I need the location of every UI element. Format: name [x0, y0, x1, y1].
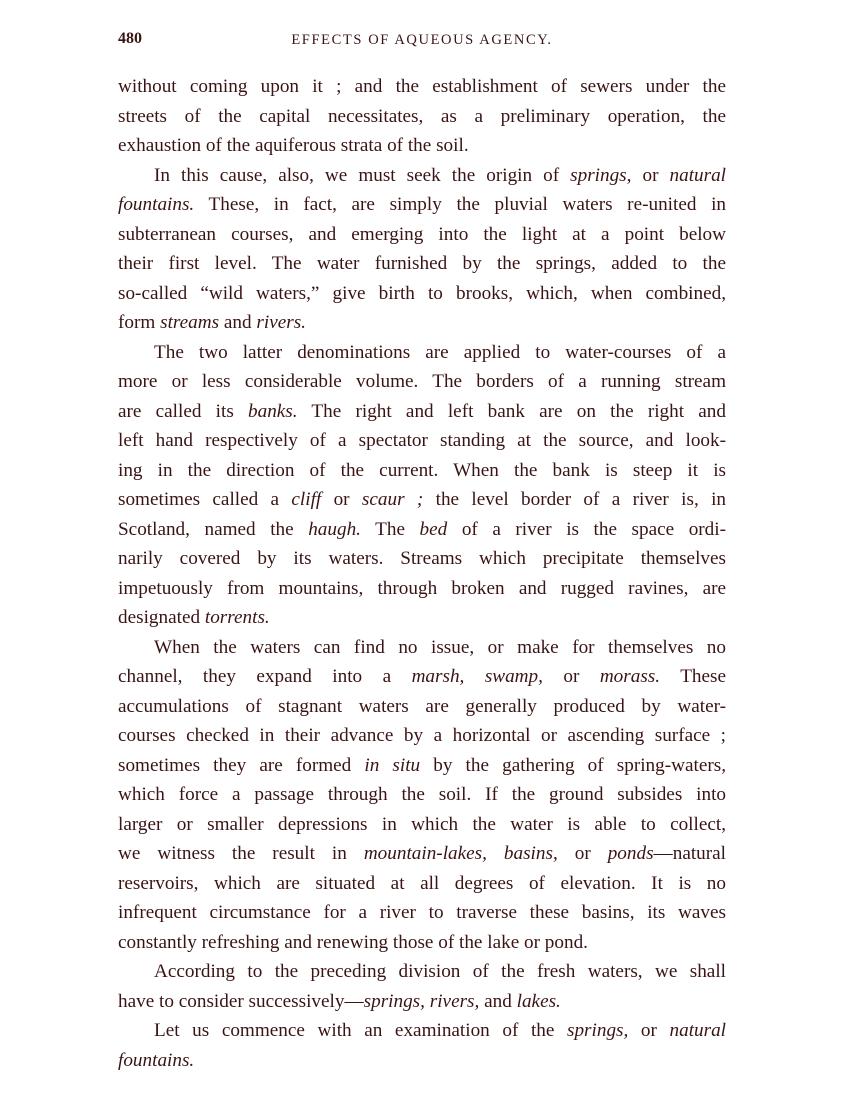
text-run: by the gathering of spring-waters,: [420, 754, 726, 776]
italic-text: morass.: [599, 666, 661, 687]
text-line: [118, 397, 726, 427]
text-line: [118, 308, 726, 338]
text-run: the level border of a river is, in: [423, 489, 727, 510]
italic-text: lakes.: [516, 990, 561, 1012]
text-line: [118, 1016, 726, 1046]
text-line: [118, 898, 726, 928]
text-run: so-called “wild waters,” give birth to brooks, which, when combined,: [118, 282, 726, 304]
italic-text: torrents.: [204, 607, 270, 628]
text-run: are called its: [118, 400, 248, 422]
italic-text: in situ: [364, 754, 421, 776]
text-run: have to consider successively—: [118, 990, 364, 1012]
text-run: courses checked in their advance by a horizontal or ascending surface ;: [118, 725, 726, 746]
text-run: In this cause, also, we must seek the origin of: [154, 164, 571, 186]
italic-text: springs,: [567, 1020, 629, 1041]
paragraph: [118, 957, 726, 1016]
italic-text: haugh.: [308, 518, 361, 540]
text-run: When the waters can find no issue, or make for themselves no: [154, 636, 726, 658]
paragraph: [118, 338, 726, 633]
text-run: left hand respectively of a spectator standing at the source, and look-: [118, 430, 726, 451]
text-run: [464, 666, 484, 687]
italic-text: cliff: [291, 489, 322, 510]
text-line: [118, 957, 726, 987]
italic-text: bed: [419, 518, 448, 540]
italic-text: natural: [669, 164, 727, 186]
text-run: constantly refreshing and renewing those of the lake or pond.: [118, 931, 588, 953]
text-run: or: [557, 843, 608, 864]
text-run: ing in the direction of the current. When the bank is steep it is: [118, 459, 726, 481]
text-run: The: [360, 518, 420, 540]
italic-text: natural: [669, 1020, 727, 1041]
text-run: or: [321, 489, 362, 510]
italic-text: basins,: [503, 843, 558, 864]
text-line: [118, 1046, 726, 1076]
text-line: [118, 161, 726, 191]
text-run: impetuously from mountains, through broken and rugged ravines, are: [118, 577, 726, 599]
text-line: [118, 249, 726, 279]
italic-text: springs,: [363, 990, 425, 1012]
paragraph: [118, 72, 726, 161]
italic-text: streams: [160, 312, 220, 333]
text-line: [118, 338, 726, 368]
text-run: streets of the capital necessitates, as a preliminary operation, the: [118, 105, 726, 127]
italic-text: ponds: [607, 843, 654, 864]
text-line: [118, 574, 726, 604]
text-run: Scotland, named the: [118, 518, 309, 540]
text-run: larger or smaller depressions in which the water is able to collect,: [118, 813, 726, 835]
text-line: [118, 515, 726, 545]
text-line: [118, 928, 726, 958]
text-run: sometimes called a: [118, 489, 292, 510]
italic-text: springs,: [570, 164, 632, 186]
text-line: [118, 190, 726, 220]
text-run: narily covered by its waters. Streams which precipitate themselves: [118, 548, 726, 569]
text-line: [118, 869, 726, 899]
text-run: accumulations of stagnant waters are generally produced by water-: [118, 695, 726, 717]
text-run: channel, they expand into a: [118, 666, 412, 687]
italic-text: rivers,: [429, 990, 480, 1012]
text-line: [118, 367, 726, 397]
running-head: EFFECTS OF AQUEOUS AGENCY.: [291, 32, 553, 48]
italic-text: rivers.: [256, 312, 306, 333]
page-number: 480: [118, 30, 142, 47]
text-line: [118, 839, 726, 869]
text-run: sometimes they are formed: [118, 754, 365, 776]
text-run: These, in fact, are simply the pluvial waters re-united in: [194, 194, 726, 215]
paragraph: [118, 1016, 726, 1075]
text-run: The right and left bank are on the right and: [297, 400, 726, 422]
text-run: —natural: [653, 843, 726, 864]
text-line: [118, 633, 726, 663]
italic-text: banks.: [248, 400, 298, 422]
text-run: [487, 843, 504, 864]
text-line: [118, 662, 726, 692]
text-line: [118, 426, 726, 456]
text-run: Let us commence with an examination of the: [154, 1020, 567, 1041]
text-run: designated: [118, 607, 205, 628]
text-line: [118, 72, 726, 102]
text-line: [118, 485, 726, 515]
text-run: their first level. The water furnished by the springs, added to the: [118, 253, 726, 274]
text-run: subterranean courses, and emerging into the light at a point below: [118, 223, 726, 245]
text-run: These: [660, 666, 727, 687]
text-line: [118, 721, 726, 751]
text-run: and: [479, 990, 517, 1012]
text-line: [118, 603, 726, 633]
text-run: reservoirs, which are situated at all degrees of elevation. It is no: [118, 872, 726, 894]
text-run: infrequent circumstance for a river to traverse these basins, its waves: [118, 902, 726, 923]
text-run: or: [628, 1020, 670, 1041]
text-line: [118, 131, 726, 161]
italic-text: scaur ;: [361, 489, 424, 510]
text-line: [118, 810, 726, 840]
text-line: [118, 692, 726, 722]
text-run: exhaustion of the aquiferous strata of the soil.: [118, 135, 469, 156]
italic-text: mountain-lakes,: [363, 843, 487, 864]
paragraph: [118, 633, 726, 958]
text-line: [118, 987, 726, 1017]
text-run: or: [631, 164, 670, 186]
text-run: According to the preceding division of the fresh waters, we shall: [154, 961, 726, 982]
text-line: [118, 279, 726, 309]
text-run: or: [542, 666, 600, 687]
text-run: of a river is the space ordi-: [447, 518, 726, 540]
italic-text: swamp,: [484, 666, 543, 687]
text-run: form: [118, 312, 161, 333]
body-text: [118, 72, 726, 1075]
text-run: The two latter denominations are applied to water-courses of a: [154, 341, 726, 363]
text-line: [118, 751, 726, 781]
text-line: [118, 780, 726, 810]
italic-text: fountains.: [118, 194, 195, 215]
text-line: [118, 102, 726, 132]
text-run: we witness the result in: [118, 843, 364, 864]
paragraph: [118, 161, 726, 338]
text-line: [118, 544, 726, 574]
page-header: [118, 30, 726, 54]
text-run: more or less considerable volume. The borders of a running stream: [118, 371, 726, 392]
italic-text: fountains.: [118, 1049, 195, 1071]
text-line: [118, 220, 726, 250]
text-run: which force a passage through the soil. If the ground subsides into: [118, 784, 726, 805]
text-run: without coming upon it ; and the establishment of sewers under the: [118, 76, 726, 97]
text-run: and: [219, 312, 257, 333]
text-line: [118, 456, 726, 486]
italic-text: marsh,: [411, 666, 465, 687]
